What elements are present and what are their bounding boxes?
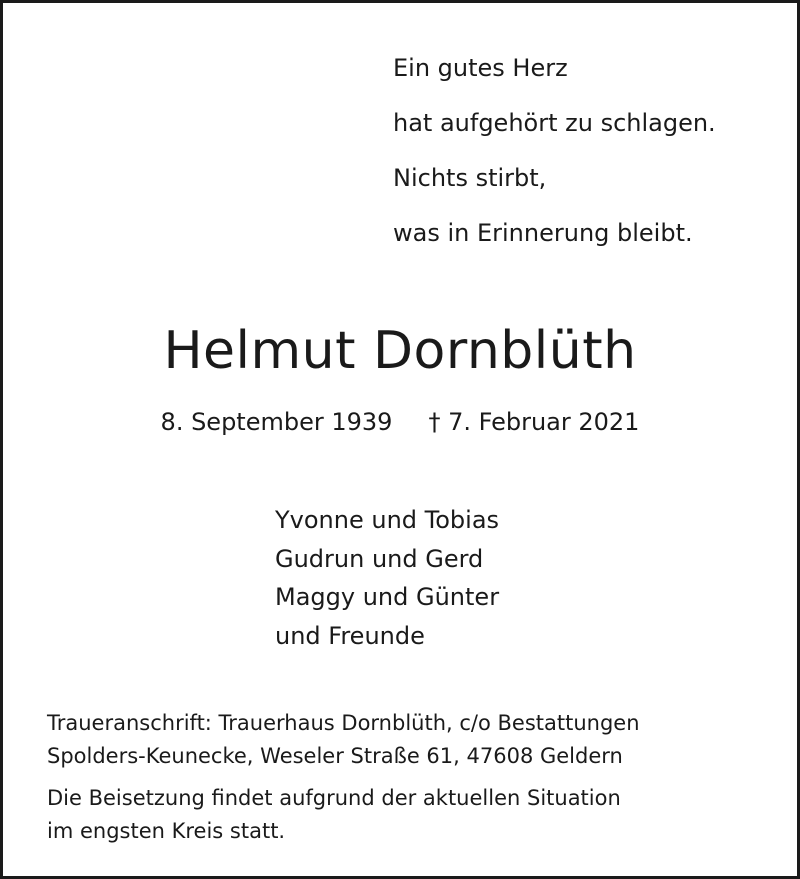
address-line: Traueranschrift: Trauerhaus Dornblüth, c/o Bestattungen [47,711,640,735]
mourner-line: Yvonne und Tobias [275,506,500,534]
info-line: Die Beisetzung findet aufgrund der aktuellen Situation [47,786,621,810]
mourner-line: Gudrun und Gerd [275,544,484,573]
mourner-line: Maggy und Günter [275,583,500,611]
mourners-list [275,501,499,655]
death-date: † 7. Februar 2021 [428,408,640,436]
life-dates [3,407,797,437]
birth-date: 8. September 1939 [160,408,393,436]
memorial-poem [393,55,716,247]
poem-line: was in Erinnerung bleibt. [393,219,693,247]
address-line: Spolders-Keunecke, Weseler Straße 61, 47608 Geldern [47,744,623,768]
deceased-name: Helmut Dornblüth [163,321,637,381]
mourning-address [47,707,640,773]
info-line: im engsten Kreis statt. [47,819,286,843]
poem-line: hat aufgehört zu schlagen. [393,109,716,137]
funeral-info [47,782,621,848]
mourner-line: und Freunde [275,621,425,650]
poem-line: Ein gutes Herz [393,54,568,82]
poem-line: Nichts stirbt, [393,164,547,192]
